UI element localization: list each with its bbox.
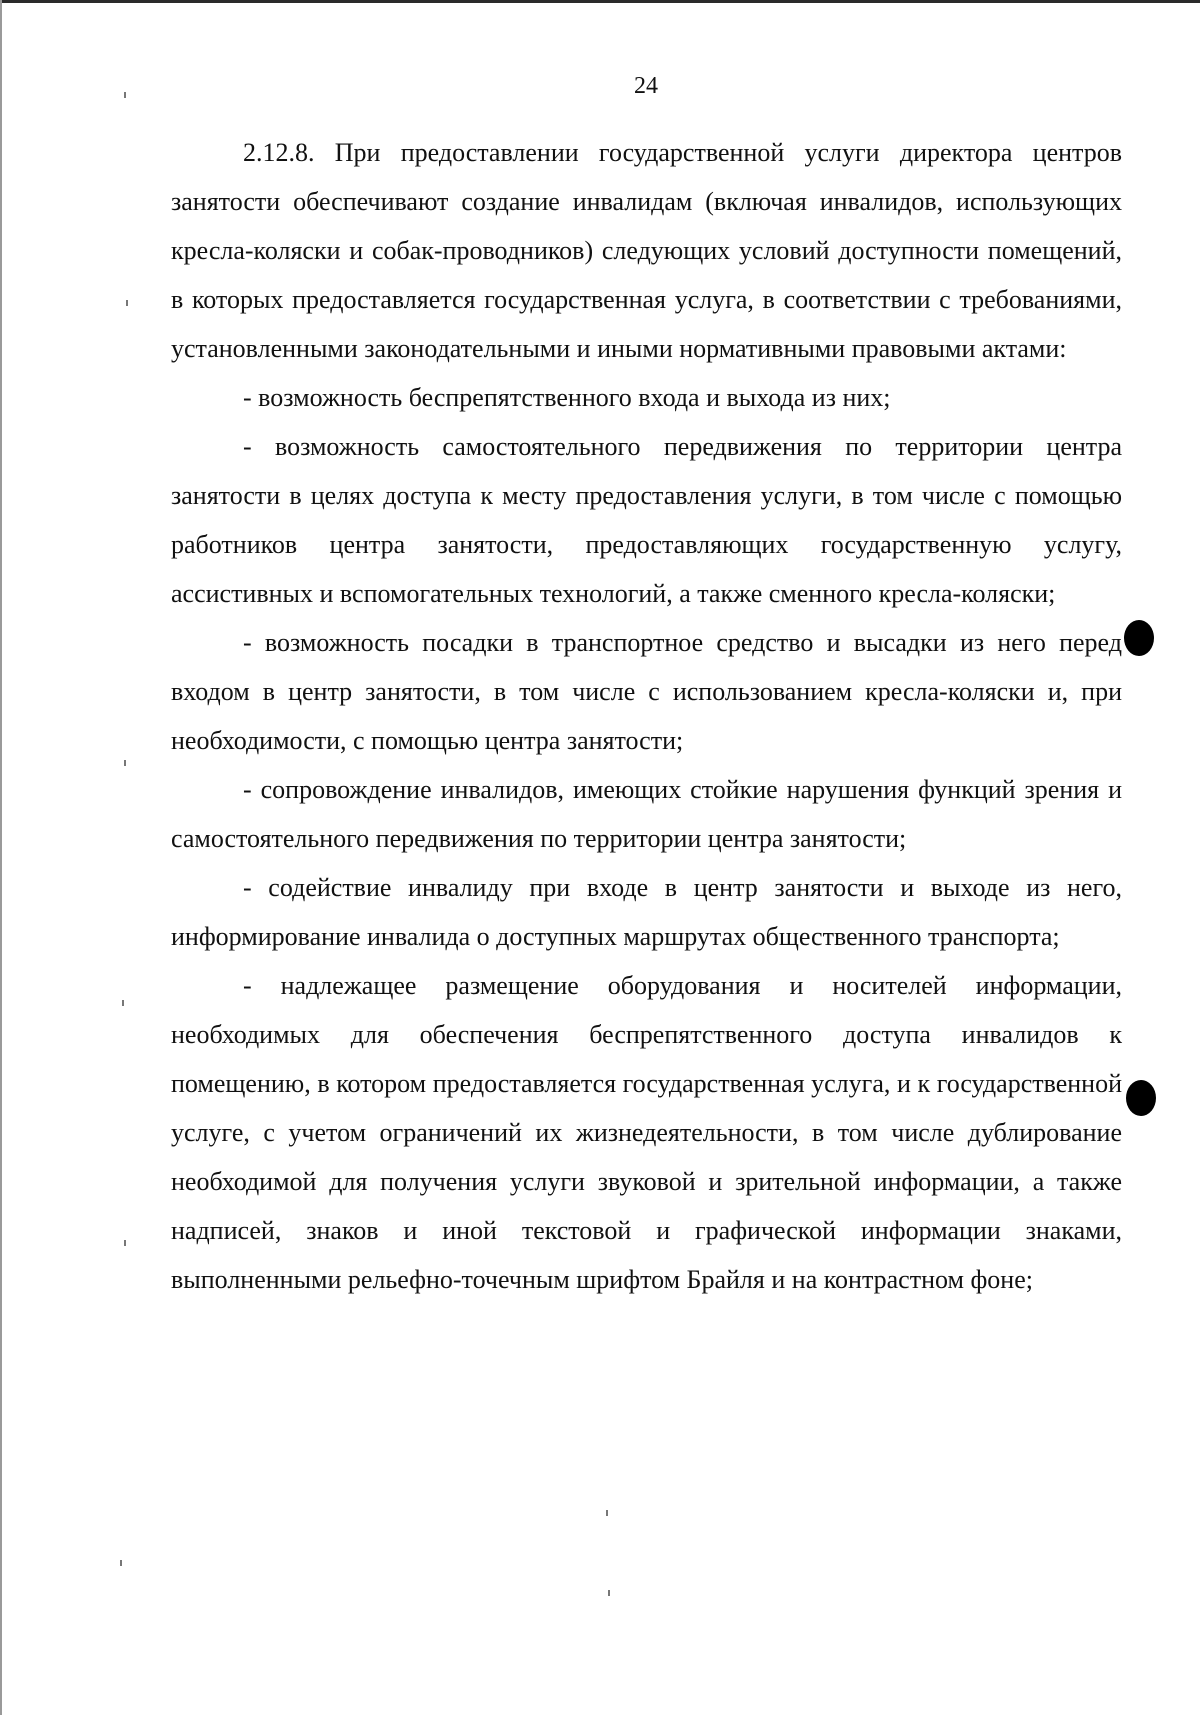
scan-speck (608, 1590, 610, 1596)
scan-speck (606, 1510, 608, 1516)
document-body (171, 128, 1122, 1304)
scan-speck (122, 1000, 124, 1006)
list-item-equipment: - надлежащее размещение оборудования и носителей информации, необходимых для обеспечения беспрепятственного доступа инвалидов к помещению, в котором предоставляется государственная услуга, и к государственной услуге, с учетом ограничений их жизнедеятельности, в том числе дублирование необходимой для получения услуги звуковой и зрительной информации, а также надписей, знаков и иной текстовой и графической информации знаками, выполненными рельефно-точечным шрифтом Брайля и на контрастном фоне; (171, 971, 1122, 1294)
list-item-movement: - возможность самостоятельного передвижения по территории центра занятости в целях доступа к месту предоставления услуги, в том числе с помощью работников центра занятости, предоставляющих государственную услугу, ассистивных и вспомогательных технологий, а также сменного кресла-коляски; (171, 432, 1122, 608)
punch-hole-mark (1126, 1080, 1156, 1116)
punch-hole-mark (1124, 620, 1154, 656)
list-item-entry-exit: - возможность беспрепятственного входа и выхода из них; (243, 383, 891, 412)
scan-speck (126, 300, 128, 306)
list-item-assistance: - содействие инвалиду при входе в центр занятости и выходе из него, информирование инвалида о доступных маршрутах общественного транспорта; (171, 873, 1122, 951)
scan-speck (124, 92, 126, 98)
scan-left-edge (0, 0, 2, 1715)
page-number: 24 (634, 73, 658, 99)
scan-speck (120, 1560, 122, 1566)
list-item-transport-boarding: - возможность посадки в транспортное средство и высадки из него перед входом в центр занятости, в том числе с использованием кресла-коляски и, при необходимости, с помощью центра занятости; (171, 628, 1122, 755)
paragraph-2-12-8: 2.12.8. При предоставлении государственной услуги директора центров занятости обеспечивают создание инвалидам (включая инвалидов, использующих кресла-коляски и собак-проводников) следующих условий доступности помещений, в которых предоставляется государственная услуга, в соответствии с требованиями, установленными законодательными и иными нормативными правовыми актами: (171, 138, 1122, 363)
scan-speck (124, 760, 126, 766)
scan-speck (124, 1240, 126, 1246)
scan-top-edge (0, 0, 1200, 3)
list-item-escort: - сопровождение инвалидов, имеющих стойкие нарушения функций зрения и самостоятельного передвижения по территории центра занятости; (171, 775, 1122, 853)
